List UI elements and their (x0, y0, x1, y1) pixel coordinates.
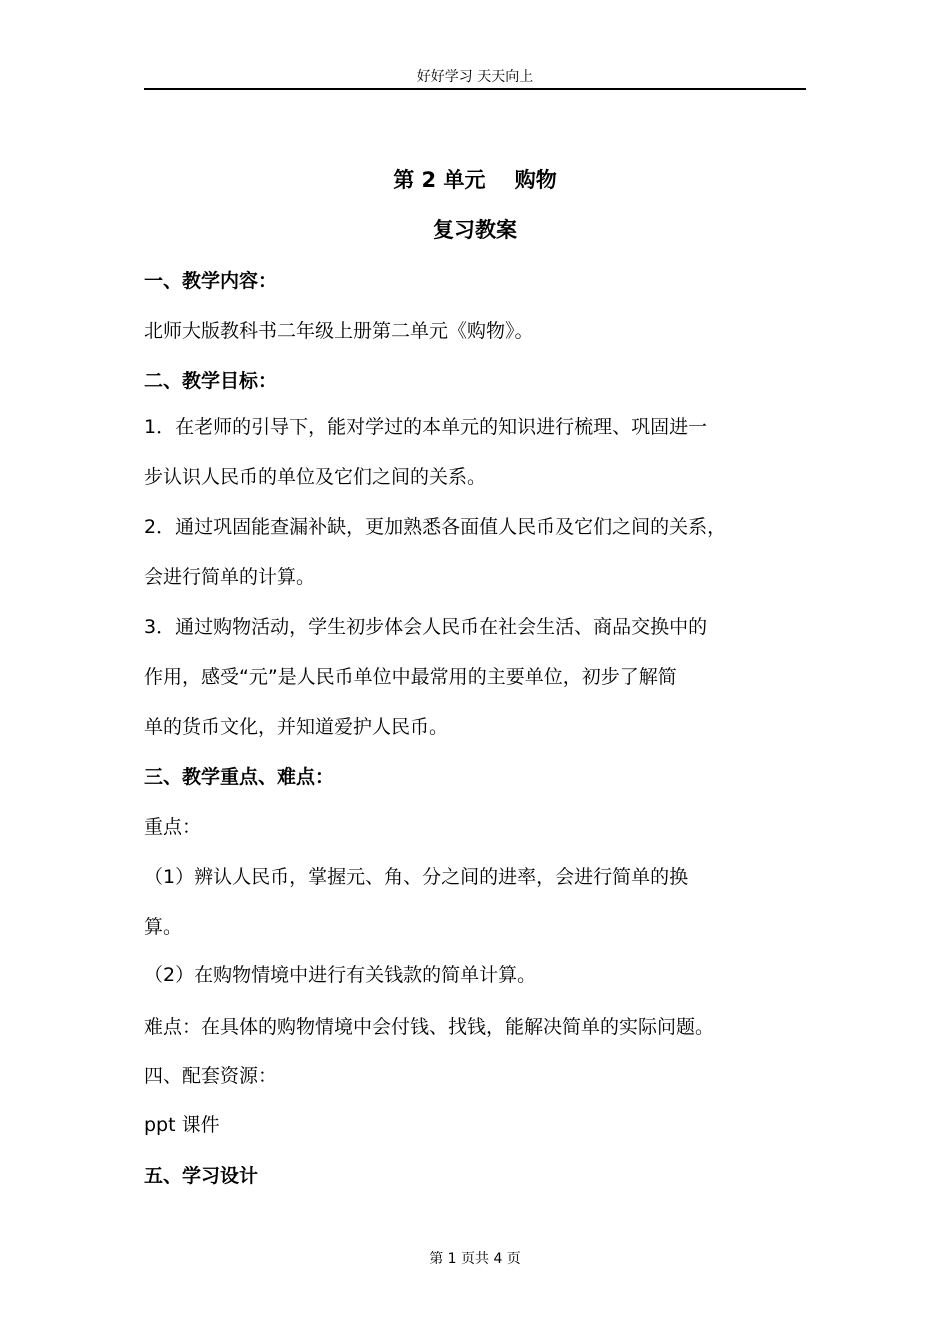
section-heading-keypoints: 三、教学重点、难点： (144, 766, 335, 788)
goal-3-line-3: 单的货币文化，并知道爱护人民币。 (144, 716, 449, 738)
section-heading-goals: 二、教学目标： (144, 370, 278, 392)
goal-1-line-2: 步认识人民币的单位及它们之间的关系。 (144, 466, 487, 488)
key-point-1-line-1: （1）辨认人民币，掌握元、角、分之间的进率，会进行简单的换 (144, 866, 689, 888)
document-subtitle: 复习教案 (433, 218, 517, 242)
section-heading-resources: 四、配套资源： (144, 1065, 278, 1087)
page-header: 好好学习 天天向上 (416, 69, 534, 85)
content-text: 北师大版教科书二年级上册第二单元《购物》。 (144, 320, 534, 342)
resources-text: ppt 课件 (144, 1114, 220, 1136)
page-footer: 第 1 页共 4 页 (429, 1251, 521, 1267)
goal-3-line-1: 3．通过购物活动，学生初步体会人民币在社会生活、商品交换中的 (144, 616, 708, 638)
header-divider (144, 88, 806, 90)
goal-2-line-1: 2．通过巩固能查漏补缺，更加熟悉各面值人民币及它们之间的关系， (144, 516, 727, 538)
key-point-2: （2）在购物情境中进行有关钱款的简单计算。 (144, 964, 537, 986)
section-heading-design: 五、学习设计 (144, 1165, 259, 1187)
goal-2-line-2: 会进行简单的计算。 (144, 566, 316, 588)
key-point-1-line-2: 算。 (144, 916, 183, 938)
document-title: 第 2 单元 购物 (393, 168, 557, 192)
goal-3-line-2: 作用，感受“元”是人民币单位中最常用的主要单位，初步了解简 (144, 666, 677, 688)
goal-1-line-1: 1．在老师的引导下，能对学过的本单元的知识进行梳理、巩固进一 (144, 416, 708, 438)
key-point-label: 重点： (144, 816, 202, 838)
section-heading-content: 一、教学内容： (144, 270, 278, 292)
difficulty-text: 难点：在具体的购物情境中会付钱、找钱，能解决简单的实际问题。 (144, 1016, 715, 1038)
